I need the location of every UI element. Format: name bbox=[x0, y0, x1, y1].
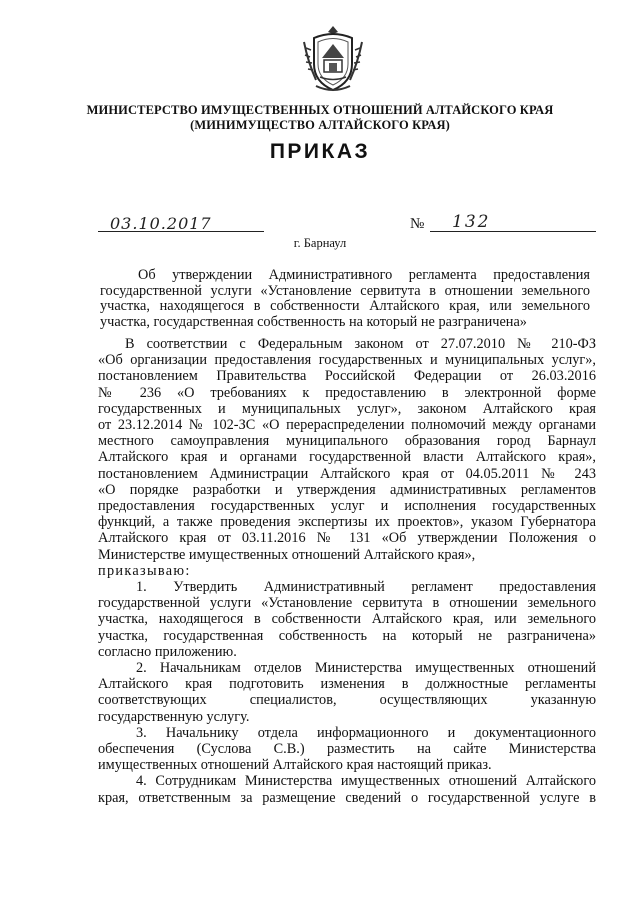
body-line: Алтайского края и органами государственной власти Алтайского края», bbox=[98, 449, 596, 466]
body-line: «Об организации предоставления государственных и муниципальных услуг», bbox=[98, 352, 596, 369]
body-line: местного самоуправления муниципального образования город Барнаул bbox=[98, 433, 596, 450]
item-1-line: государственной услуги «Установление сервитута в отношении земельного bbox=[98, 595, 596, 612]
body-line: постановлением Правительства Российской Федерации от 26.03.2016 bbox=[98, 368, 596, 385]
item-3-line: 3. Начальнику отдела информационного и документационного bbox=[136, 724, 596, 741]
item-1-line: участка, находящегося в собственности Алтайского края, или земельного bbox=[98, 611, 596, 628]
body-line: государственных и муниципальных услуг», законом Алтайского края bbox=[98, 400, 596, 417]
body-line: «О порядке разработки и утверждения административных регламентов bbox=[98, 481, 596, 498]
item-1-line: согласно приложению. bbox=[98, 643, 237, 660]
item-2-line: Алтайского края подготовить изменения в должностные регламенты bbox=[98, 676, 596, 693]
subject-line: участка, находящегося в собственности Алтайского края, или земельного bbox=[100, 298, 590, 314]
body-line: постановлением Администрации Алтайского края от 04.05.2011 № 243 bbox=[98, 465, 596, 482]
body-line: Министерстве имущественных отношений Алтайского края», bbox=[98, 546, 476, 563]
ministry-name: МИНИСТЕРСТВО ИМУЩЕСТВЕННЫХ ОТНОШЕНИЙ АЛТАЙСКОГО КРАЯ bbox=[86, 103, 554, 117]
body-line: № 236 «О требованиях к предоставлению в электронной форме bbox=[98, 384, 596, 401]
subject-line: государственной услуги «Установление сервитута в отношении земельного bbox=[100, 282, 590, 299]
subject-line: участка, государственная собственность на который не разграничена» bbox=[100, 313, 527, 330]
body-line: Алтайского края от 03.11.2016 № 131 «Об утверждении Положения о bbox=[98, 530, 596, 547]
body-line: В соответствии с Федеральным законом от 27.07.2010 № 210-ФЗ bbox=[125, 336, 596, 352]
item-2-line: соответствующих специалистов, осуществляющих указанную bbox=[98, 692, 596, 709]
date-underline bbox=[98, 231, 264, 232]
document-city: г. Барнаул bbox=[293, 236, 347, 250]
item-3-line: обеспечения (Суслова С.В.) разместить на сайте Министерства bbox=[98, 741, 596, 758]
document-date: 03.10.2017 bbox=[110, 214, 212, 233]
item-2-line: 2. Начальникам отделов Министерства имущественных отношений bbox=[136, 660, 596, 677]
body-line: функций, а также проведения экспертизы их проектов», указом Губернатора bbox=[98, 514, 596, 531]
document-subject bbox=[100, 268, 590, 330]
ministry-short-name: (МИНИМУЩЕСТВО АЛТАЙСКОГО КРАЯ) bbox=[190, 118, 450, 132]
item-4-line: 4. Сотрудникам Министерства имущественных отношений Алтайского bbox=[136, 773, 596, 790]
item-2-line: государственную услугу. bbox=[98, 708, 250, 725]
document-body bbox=[98, 336, 596, 806]
body-line: от 23.12.2014 № 102-ЗС «О перераспределении полномочий между органами bbox=[98, 417, 596, 434]
item-3-line: имущественных отношений Алтайского края настоящий приказ. bbox=[98, 757, 492, 774]
number-underline bbox=[430, 231, 596, 232]
coat-of-arms-icon bbox=[300, 22, 366, 94]
item-4-line: края, ответственным за размещение сведений о государственной услуге в bbox=[98, 789, 596, 806]
item-1-line: 1. Утвердить Административный регламент предоставления bbox=[136, 579, 596, 596]
subject-line: Об утверждении Административного регламента предоставления bbox=[138, 267, 590, 283]
document-title: ПРИКАЗ bbox=[269, 140, 371, 163]
document-number: 132 bbox=[452, 212, 491, 232]
number-label: № bbox=[410, 216, 425, 232]
order-verb: приказываю: bbox=[98, 562, 191, 579]
body-line: предоставления государственных услуг и исполнения государственных bbox=[98, 498, 596, 515]
item-1-line: участка, государственная собственность на который не разграничена» bbox=[98, 627, 596, 644]
